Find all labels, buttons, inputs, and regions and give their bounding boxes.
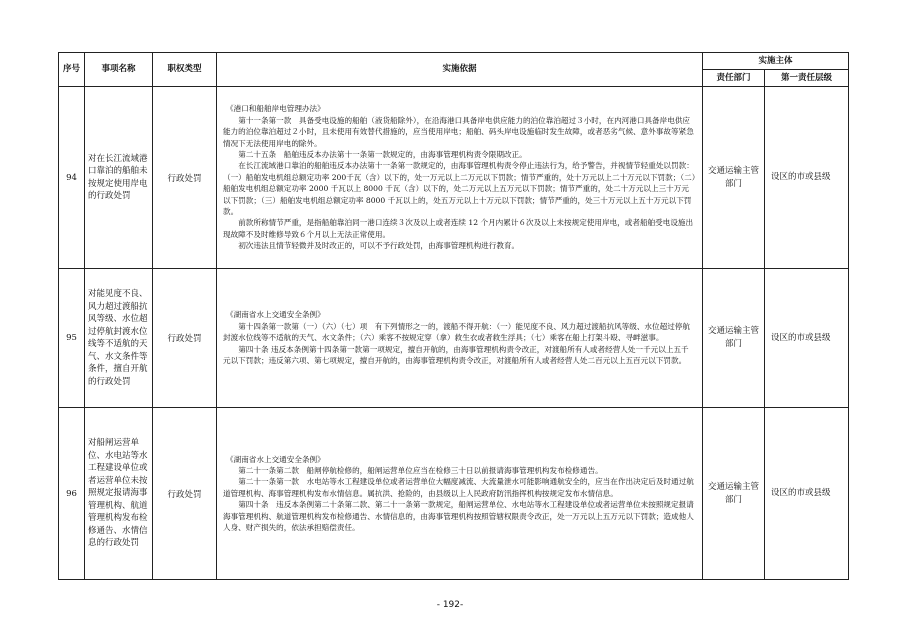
row-level: 设区的市或县级 [765, 408, 849, 580]
row-basis [217, 87, 703, 269]
row-item-name: 对在长江流域港口靠泊的船舶未按规定使用岸电的行政处罚 [85, 87, 153, 269]
header-subject: 实施主体 [703, 53, 849, 70]
row-power-type: 行政处罚 [153, 87, 217, 269]
row-dept: 交通运输主管部门 [703, 87, 765, 269]
header-power-type: 职权类型 [153, 53, 217, 87]
row-power-type: 行政处罚 [153, 269, 217, 408]
basis-paragraph: 第四十条 违反本条例第二十条第二款、第二十一条第一款规定，船闸运营单位、水电站等水工程建设单位或者运营单位未按照规定报请海事管理机构、航道管理机构发布检修通告、水情信息的，由海事管理机构按照管辖权限责令改正，处一万元以上五万元以下罚款；造成他人人身、财产损失的，依法承担赔偿责任。 [223, 500, 694, 533]
basis-paragraph: 初次违法且情节轻微并及时改正的，可以不予行政处罚，由海事管理机构进行教育。 [238, 241, 520, 251]
header-basis: 实施依据 [217, 53, 703, 87]
row-dept: 交通运输主管部门 [703, 408, 765, 580]
basis-paragraph: 第二十五条 船舶违反本办法第十一条第一款规定的，由海事管理机构责令限期改正。 [238, 149, 527, 159]
basis-paragraph: 在长江流域港口靠泊的船舶违反本办法第十一条第一款规定的，由海事管理机构责令停止违法行为，给予警告，并视情节轻重处以罚款：（一）船舶发电机组总额定功率 200千瓦（含）以下的，处一万元以上二万元以下罚款；情节严重的，处十万元以上二十万元以下罚款；（二）船舶发电机组总额定功率 2000 千瓦以上 8000 千瓦（含）以下的，处二万元以上五万元以下罚款；情节严重的，处二十万元以上三十万元以下罚款；（三）船舶发电机组总额定功率 8000 千瓦以上的，处五万元以上十万元以下罚款；情节严重的，处三十万元以上五十万元以下罚款。 [223, 161, 696, 217]
row-dept: 交通运输主管部门 [703, 269, 765, 408]
table-row [59, 87, 849, 269]
row-basis [217, 269, 703, 408]
header-level: 第一责任层级 [765, 70, 849, 87]
basis-law-name: 《湖南省水上交通安全条例》 [226, 454, 325, 464]
basis-paragraph: 第二十一条第一款 水电站等水工程建设单位或者运营单位大幅度减流、大流量泄水可能影响通航安全的，应当在作出决定后及时通过航道管理机构、海事管理机构发布水情信息。属抗洪、抢险的，由县级以上人民政府防汛指挥机构按规定发布水情信息。 [223, 477, 694, 498]
table-row [59, 269, 849, 408]
row-seq: 94 [59, 87, 85, 269]
header-item-name: 事项名称 [85, 53, 153, 87]
basis-law-name: 《港口和船舶岸电管理办法》 [226, 104, 325, 114]
row-seq: 96 [59, 408, 85, 580]
table-row [59, 408, 849, 580]
basis-paragraph: 第四十条 违反本条例第十四条第一款第一项规定，擅自开航的，由海事管理机构责令改正，对渡船所有人或者经营人处一千元以上五千元以下罚款；违反第六项、第七项规定，擅自开航的，由海事管理机构责令改正，对渡船所有人或者经营人处二百元以上五百元以下罚款。 [223, 344, 689, 366]
row-item-name: 对能见度不良、风力超过渡船抗风等级、水位超过停航封渡水位线等不适航的天气、水文条件等条件，擅自开航的行政处罚 [85, 269, 153, 408]
row-item-name: 对船闸运营单位、水电站等水工程建设单位或者运营单位未按照规定报请海事管理机构、航道管理机构发布检修通告、水情信息的行政处罚 [85, 408, 153, 580]
row-level: 设区的市或县级 [765, 269, 849, 408]
row-level: 设区的市或县级 [765, 87, 849, 269]
header-dept: 责任部门 [703, 70, 765, 87]
row-basis [217, 408, 703, 580]
page-number: - 192- [436, 600, 464, 610]
row-seq: 95 [59, 269, 85, 408]
basis-paragraph: 第十一条第一款 具备受电设施的船舶（液货船除外），在沿海港口具备岸电供应能力的泊位靠泊超过３小时，在内河港口具备岸电供应能力的泊位靠泊超过２小时，且未使用有效替代措施的，应当使用岸电；船舶、码头岸电设施临时发生故障，或者恶劣气候、意外事故等紧急情况下无法使用岸电的除外。 [223, 115, 694, 148]
header-row [59, 53, 849, 70]
basis-paragraph: 第十四条第一款第（一）（六）（七）项 有下列情形之一的，渡船不得开航：（一）能见度不良、风力超过渡船抗风等级、水位超过停航封渡水位线等不适航的天气、水文条件；（六）乘客不按规定穿（拿）救生衣或者救生浮具；（七）乘客在船上打架斗殴、寻衅滋事。 [223, 321, 690, 343]
basis-paragraph: 前款所称情节严重，是指船舶靠泊同一港口连续３次及以上或者连续 12 个月内累计６次及以上未按规定使用岸电，或者船舶受电设施出现故障不及时维修导致６个月以上无法正常使用。 [223, 218, 694, 239]
basis-paragraph: 第二十一条第二款 船闸停航检修的，船闸运营单位应当在检修三十日以前报请海事管理机构发布检修通告。 [238, 465, 603, 475]
row-power-type: 行政处罚 [153, 408, 217, 580]
basis-law-name: 《湖南省水上交通安全条例》 [226, 310, 325, 320]
header-seq: 序号 [59, 53, 85, 87]
enforcement-table [58, 52, 849, 580]
